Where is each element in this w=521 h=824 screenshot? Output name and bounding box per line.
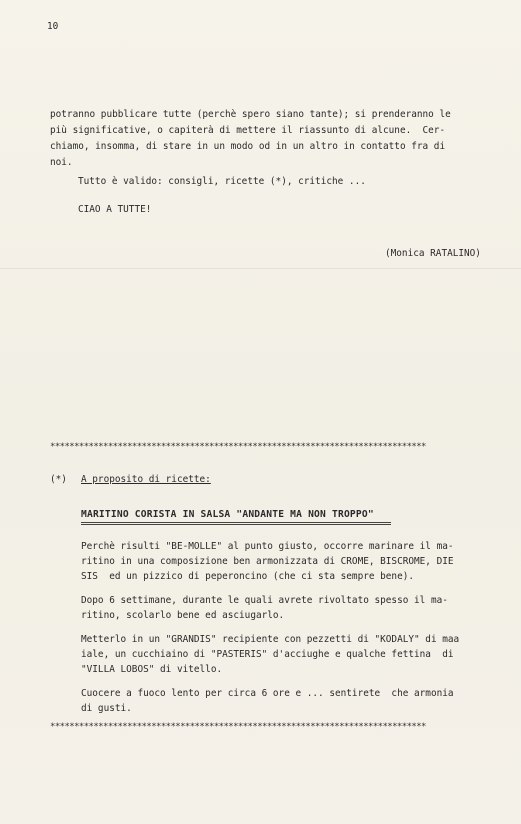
- recipe-p3-line-3: "VILLA LOBOS" di vitello.: [81, 664, 223, 675]
- intro-line-1: potranno pubblicare tutte (perchè spero siano tante); si prenderanno le: [50, 109, 451, 120]
- greeting: CIAO A TUTTE!: [78, 204, 152, 215]
- recipe-p4-line-1: Cuocere a fuoco lento per circa 6 ore e ... sentirete che armonia: [81, 688, 454, 699]
- title-double-underline: [81, 522, 391, 525]
- recipe-p4-line-2: di gusti.: [81, 703, 132, 714]
- signature: (Monica RATALINO): [385, 248, 481, 259]
- footnote-marker: (*): [50, 474, 67, 485]
- separator-bottom: ******************************************************************************: [50, 722, 426, 732]
- recipe-p2-line-1: Dopo 6 settimane, durante le quali avrete rivoltato spesso il ma-: [81, 595, 448, 606]
- recipe-p3-line-1: Metterlo in un "GRANDIS" recipiente con pezzetti di "KODALY" di maa: [81, 634, 460, 645]
- paper-fold: [0, 268, 521, 269]
- separator-top: ******************************************************************************: [50, 442, 426, 452]
- recipe-p2-line-2: ritino, scolarlo bene ed asciugarlo.: [81, 610, 285, 621]
- intro-line-2: più significative, o capiterà di mettere il riassunto di alcune. Cer-: [50, 125, 446, 136]
- recipe-title: MARITINO CORISTA IN SALSA "ANDANTE MA NON TROPPO": [81, 509, 374, 520]
- recipe-p1-line-1: Perchè risulti "BE-MOLLE" al punto giusto, occorre marinare il ma-: [81, 541, 454, 552]
- tutto-line: Tutto è valido: consigli, ricette (*), critiche ...: [78, 176, 366, 187]
- recipe-p1-line-3: SIS ed un pizzico di peperoncino (che ci sta sempre bene).: [81, 571, 415, 582]
- recipe-p1-line-2: ritino in una composizione ben armonizzata di CROME, BISCROME, DIE: [81, 556, 454, 567]
- intro-line-4: noi.: [50, 157, 73, 168]
- intro-line-3: chiamo, insomma, di stare in un modo od in un altro in contatto fra di: [50, 141, 446, 152]
- page-number: 10: [47, 21, 59, 32]
- recipe-p3-line-2: iale, un cucchiaino di "PASTERIS" d'acciughe e qualche fettina di: [81, 649, 454, 660]
- footnote-label: A proposito di ricette:: [81, 474, 211, 485]
